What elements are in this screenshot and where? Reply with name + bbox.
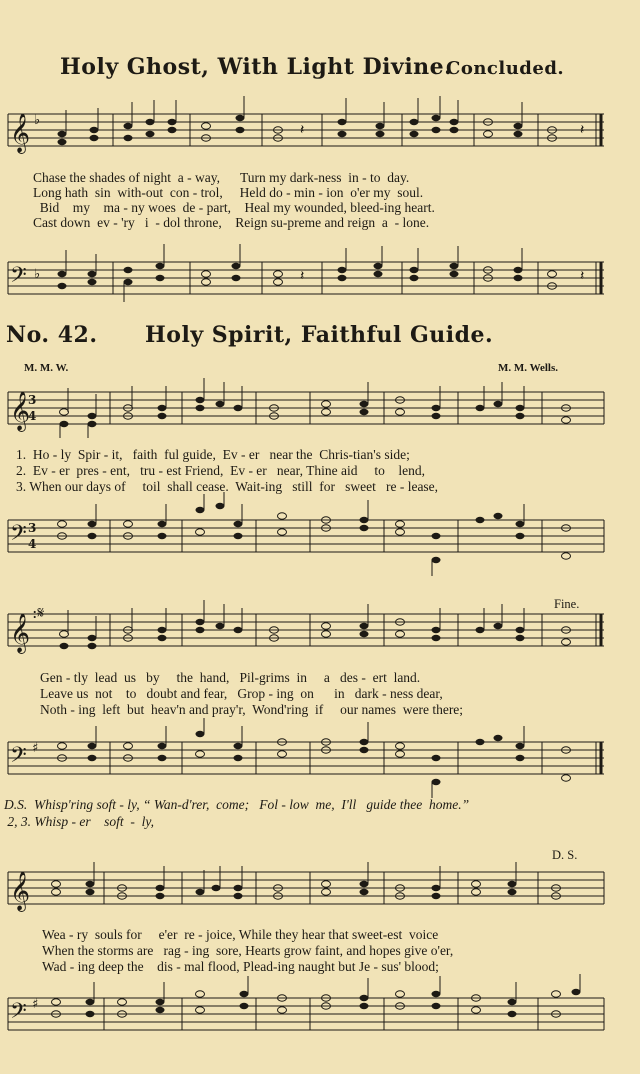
system-2-lyric-line-3: Noth - ing left but heav'n and pray'r, Wond'ring if our names were there; [40, 702, 464, 717]
system-2-lyric-line-1: Gen - tly lead us by the hand, Pil-grims in a des - ert land. [40, 670, 421, 685]
hymn-41-lyric-line-4: Cast down ev - 'ry i - dol throne, Reign su-preme and reign a - lone. [33, 215, 430, 230]
svg-text:𝄽: 𝄽 [580, 268, 585, 284]
hymn-41-lyric-line-1: Chase the shades of night a - way, Turn my dark-ness in - to day. [33, 170, 410, 185]
ds-marking: D. S. [552, 848, 578, 862]
svg-text:𝄽: 𝄽 [300, 122, 305, 138]
svg-text:3: 3 [28, 521, 37, 535]
hymn-41-bass-staff [0, 258, 640, 298]
music-credit: M. M. Wells. [498, 362, 558, 374]
system-1-lyric-line-3: 3. When our days of toil shall cease. Wait-ing still for sweet re - lease, [16, 479, 439, 494]
svg-text:𝄢: 𝄢 [10, 521, 27, 551]
fine-marking: Fine. [554, 597, 580, 611]
words-credit: M. M. W. [24, 362, 69, 374]
svg-text:♭: ♭ [34, 113, 41, 128]
hymn-42-number: No. 42. [6, 322, 98, 348]
concluded-label: Concluded. [446, 58, 565, 79]
svg-text:♭: ♭ [34, 267, 41, 282]
hymn-41-title: Holy Ghost, With Light Divine. [60, 54, 453, 80]
svg-text:4: 4 [28, 537, 37, 551]
system-1-bass-staff [0, 516, 640, 576]
svg-text:𝄽: 𝄽 [300, 268, 305, 284]
svg-text:♯: ♯ [32, 741, 39, 756]
svg-text:𝄞: 𝄞 [10, 391, 31, 431]
system-2-bass-staff [0, 738, 640, 798]
hymn-41-lyric-line-3: Bid my ma - ny woes de - part, Heal my wounded, bleed-ing heart. [33, 200, 435, 215]
system-3-treble-staff [0, 866, 640, 916]
svg-text:𝄢: 𝄢 [10, 999, 27, 1029]
hymn-41-lyric-line-2: Long hath sin with-out con - trol, Held do - min - ion o'er my soul. [33, 185, 424, 200]
system-3-bass-staff [0, 994, 640, 1044]
svg-text:𝄽: 𝄽 [580, 122, 585, 138]
svg-text:𝄞: 𝄞 [10, 613, 31, 653]
system-3-lyric-line-1: Wea - ry souls for e'er re - joice, While they hear that sweet-est voice [42, 927, 439, 942]
svg-text:𝄞: 𝄞 [10, 871, 31, 911]
hymn-42-title: Holy Spirit, Faithful Guide. [145, 322, 494, 348]
system-3-lyric-line-2: When the storms are rag - ing sore, Hearts grow faint, and hopes give o'er, [42, 943, 454, 958]
system-1-treble-staff [0, 386, 640, 436]
system-1-lyric-line-1: 1. Ho - ly Spir - it, faith ful guide, Ev - er near the Chris-tian's side; [16, 447, 410, 462]
svg-text:𝄢: 𝄢 [10, 263, 27, 293]
svg-text:𝄞: 𝄞 [10, 113, 31, 153]
hymn-41-treble-staff [0, 108, 640, 158]
system-3-lyric-line-3: Wad - ing deep the dis - mal flood, Plead-ing naught but Je - sus' blood; [42, 959, 439, 974]
svg-text:♯: ♯ [32, 997, 39, 1012]
ds-refrain-line-alt: 2, 3. Whisp - er soft - ly, [4, 814, 154, 829]
svg-text:𝄢: 𝄢 [10, 743, 27, 773]
svg-text:3: 3 [28, 393, 37, 407]
svg-text::𝄋: :𝄋 [32, 603, 45, 622]
svg-text:4: 4 [28, 409, 37, 423]
system-2-lyric-line-2: Leave us not to doubt and fear, Grop - ing on in dark - ness dear, [40, 686, 443, 701]
ds-refrain-line: D.S. Whisp'ring soft - ly, “ Wan-d'rer, come; Fol - low me, I'll guide thee home.” [4, 797, 470, 812]
system-1-lyric-line-2: 2. Ev - er pres - ent, tru - est Friend, Ev - er near, Thine aid to lend, [16, 463, 425, 478]
